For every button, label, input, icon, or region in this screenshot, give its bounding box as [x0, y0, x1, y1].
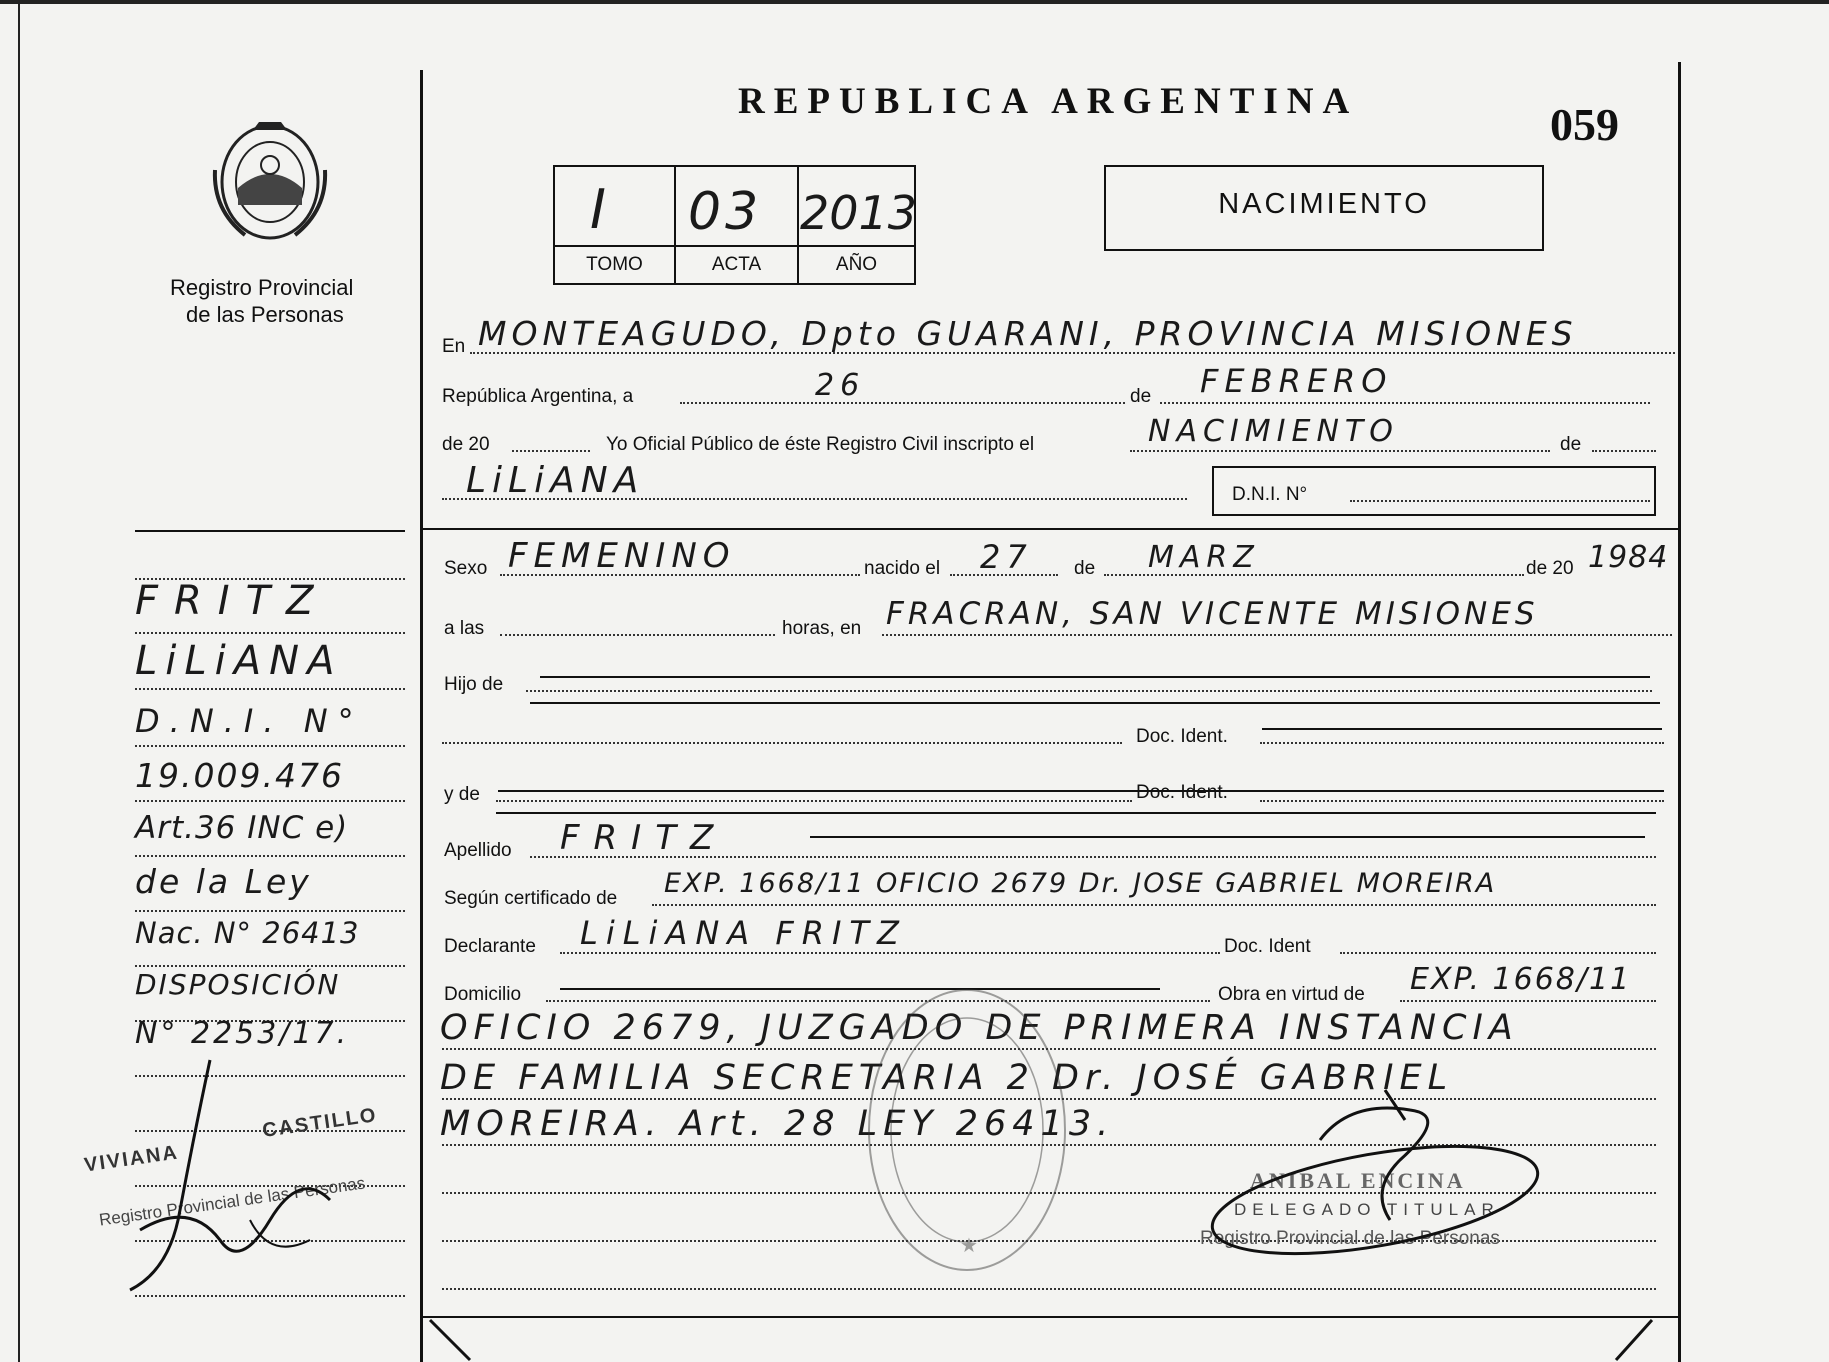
de20-line — [512, 450, 590, 452]
yde-strike-1 — [498, 790, 1664, 792]
right-stamp-name: ANIBAL ENCINA — [1250, 1168, 1466, 1193]
margin-note-line5: Art.36 INC e) — [135, 810, 349, 846]
yde-label: y de — [444, 784, 480, 805]
domicilio-label: Domicilio — [444, 984, 522, 1005]
record-type: NACIMIENTO — [1218, 188, 1430, 220]
margin-line-8 — [135, 965, 405, 967]
de-line-2 — [1592, 450, 1656, 452]
hijo-strike-2 — [530, 702, 1660, 704]
nac-mes-value: MARZ — [1148, 540, 1260, 575]
margin-line-5 — [135, 800, 405, 802]
province-seal — [205, 110, 335, 250]
doc-ident-line-1 — [442, 742, 1122, 744]
mes-line — [1160, 402, 1650, 404]
de-label-2: de — [1560, 434, 1582, 455]
margin-line-3 — [135, 688, 405, 690]
inscripto-value: NACIMIENTO — [1148, 414, 1399, 449]
registry-name-line2: de las Personas — [186, 302, 344, 327]
segun-label: Según certificado de — [444, 888, 618, 909]
tomo-label: TOMO — [586, 254, 643, 275]
doc-ident-value-line-2 — [1260, 800, 1664, 802]
yde-line — [496, 800, 1132, 802]
dia-line — [680, 402, 1125, 404]
republica-label: República Argentina, a — [442, 386, 634, 407]
notes-line-2-text: DE FAMILIA SECRETARIA 2 Dr. JOSÉ GABRIEL — [440, 1058, 1454, 1098]
page-title: REPUBLICA ARGENTINA — [738, 81, 1359, 122]
left-stamp-registry: Registro Provincial de las Personas — [97, 1173, 367, 1230]
right-signature — [1190, 1080, 1550, 1280]
apellido-value: FRITZ — [560, 818, 728, 858]
inscripto-line — [1130, 450, 1550, 452]
left-stamp-surname: CASTILLO — [260, 1104, 379, 1142]
de-label-3: de — [1074, 558, 1096, 579]
notes-line-6 — [442, 1288, 1656, 1290]
lugar-value: FRACRAN, SAN VICENTE MISIONES — [886, 596, 1539, 632]
record-box-divider — [553, 245, 916, 247]
form-left-border — [420, 70, 423, 1362]
acta-value: 03 — [688, 182, 763, 242]
nac-anio-value: 1984 — [1588, 540, 1669, 575]
acta-label: ACTA — [711, 254, 762, 275]
left-signature — [100, 1050, 360, 1310]
doc-ident-value-line-3 — [1340, 952, 1656, 954]
doc-strike-1 — [1262, 728, 1662, 730]
doc-ident-value-line-1 — [1260, 742, 1664, 744]
official-round-stamp — [862, 980, 1072, 1280]
top-edge — [0, 0, 1829, 4]
margin-note-line9: N° 2253/17. — [135, 1016, 350, 1051]
en-label: En — [442, 336, 466, 357]
right-stamp-registry: Registro Provincial de las Personas — [1200, 1228, 1500, 1249]
registry-name-line1: Registro Provincial — [170, 275, 354, 300]
declarante-value: LiLiANA FRITZ — [580, 914, 907, 952]
notes-line-1-text: OFICIO 2679, JUZGADO DE PRIMERA INSTANCIA — [440, 1008, 1519, 1048]
yde-strike-2 — [496, 812, 1656, 814]
nacido-label: nacido el — [864, 558, 941, 579]
margin-note-line1: FRITZ — [135, 578, 330, 624]
alas-label: a las — [444, 618, 485, 639]
mes-value: FEBRERO — [1200, 362, 1393, 400]
margin-note-line8: DISPOSICIÓN — [135, 968, 341, 1001]
hijo-label: Hijo de — [444, 674, 504, 695]
apellido-label: Apellido — [444, 840, 512, 861]
margin-note-line6: de la Ley — [135, 862, 312, 901]
obra-label: Obra en virtud de — [1218, 984, 1365, 1005]
declarante-line — [560, 952, 1220, 954]
doc-ident-label: Doc. Ident. — [1136, 726, 1228, 747]
bottom-corner-marks — [420, 1316, 1680, 1362]
dni-line — [1350, 500, 1650, 502]
notes-line-3-text: MOREIRA. Art. 28 LEY 26413. — [440, 1104, 1115, 1144]
folio-number: 059 — [1550, 99, 1619, 150]
obra-line — [1400, 1000, 1656, 1002]
svg-text:★: ★ — [960, 1233, 978, 1257]
right-stamp-title: DELEGADO TITULAR — [1234, 1200, 1500, 1219]
sexo-value: FEMENINO — [508, 536, 736, 576]
margin-line-6 — [135, 855, 405, 857]
segun-line — [652, 904, 1656, 906]
form-right-border — [1678, 62, 1681, 1362]
sexo-label: Sexo — [444, 558, 488, 579]
nac-dia-value: 27 — [980, 538, 1033, 576]
anio-label: AÑO — [835, 254, 878, 275]
horas-label: horas, en — [782, 618, 862, 639]
segun-value: EXP. 1668/11 OFICIO 2679 Dr. JOSE GABRIEL MOREIRA — [664, 868, 1497, 899]
doc-ident-label-2: Doc. Ident. — [1136, 782, 1228, 803]
left-page-edge — [18, 0, 20, 1362]
en-value: MONTEAGUDO, Dpto GUARANI, PROVINCIA MISIONES — [478, 314, 1578, 353]
margin-note-line2: LiLiANA — [135, 638, 343, 684]
tomo-value: I — [590, 178, 612, 241]
dni-label: D.N.I. N° — [1232, 484, 1308, 505]
lugar-line — [882, 634, 1672, 636]
margin-line-2 — [135, 632, 405, 634]
section-divider-1 — [422, 528, 1678, 530]
left-stamp-name: VIVIANA — [82, 1141, 181, 1177]
margin-note-line3: D.N.I. N° — [135, 702, 364, 740]
alas-line — [500, 634, 775, 636]
obra-value: EXP. 1668/11 — [1410, 962, 1632, 997]
margin-note-line7: Nac. N° 26413 — [135, 916, 360, 950]
dia-value: 26 — [815, 368, 866, 403]
declarante-label: Declarante — [444, 936, 536, 957]
margin-note-line4: 19.009.476 — [135, 756, 344, 795]
margin-top-rule — [135, 530, 405, 532]
hijo-line — [526, 690, 1652, 692]
margin-line-4 — [135, 745, 405, 747]
hijo-strike-1 — [540, 676, 1650, 678]
margin-line-7 — [135, 910, 405, 912]
de20-label: de 20 — [442, 434, 490, 455]
anio-value: 2013 — [800, 186, 918, 240]
de-label: de — [1130, 386, 1152, 407]
oficial-text: Yo Oficial Público de éste Registro Civil inscripto el — [606, 434, 1035, 455]
nombre-value: LiLiANA — [466, 460, 645, 501]
doc-ident-label-3: Doc. Ident — [1224, 936, 1311, 957]
de20b-label: de 20 — [1526, 558, 1574, 579]
apellido-strike — [810, 836, 1645, 838]
